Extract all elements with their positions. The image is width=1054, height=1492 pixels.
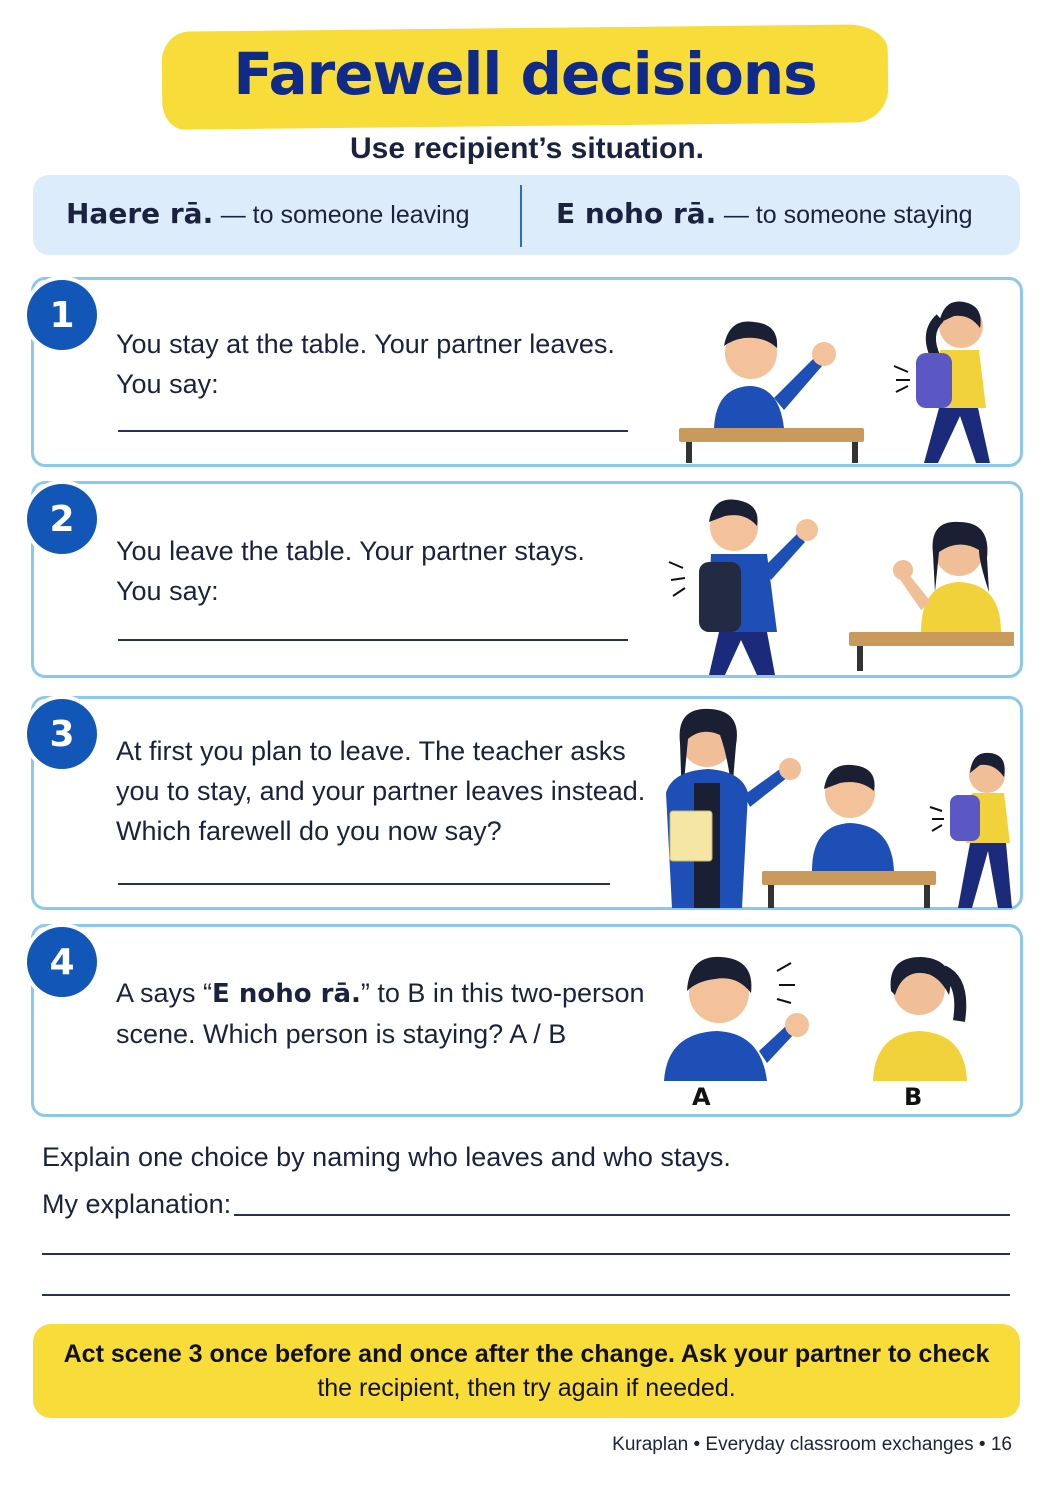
number-badge: 3 <box>27 699 97 769</box>
number-badge: 2 <box>27 484 97 554</box>
explanation-line-2[interactable] <box>42 1253 1010 1255</box>
phrase-key <box>33 175 1020 255</box>
key-phrase-staying: E noho rā. <box>556 197 717 230</box>
illustration-boy-leaving-girl-at-desk <box>649 492 1014 675</box>
question-card-2 <box>31 481 1023 678</box>
question-card-4 <box>31 924 1023 1117</box>
explanation-line-1[interactable] <box>234 1214 1010 1216</box>
key-gloss-leaving: — to someone leaving <box>220 201 470 229</box>
page-title: Farewell decisions <box>233 40 817 108</box>
question-text: At first you plan to leave. The teacher asks you to stay, and your partner leaves instead. Which farewell do you now say? <box>116 736 646 846</box>
person-a-label: A <box>692 1083 711 1111</box>
key-divider <box>520 185 522 247</box>
key-phrase-leaving: Haere rā. <box>66 197 214 230</box>
question-text: A says “E noho rā.” to B in this two-person scene. Which person is staying? A / B <box>116 978 645 1049</box>
title-banner <box>162 28 888 126</box>
question-card-3 <box>31 696 1023 910</box>
illustration-boy-at-desk-girl-leaving <box>674 288 1014 463</box>
key-staying <box>556 197 973 230</box>
tip-bold-text: Act scene 3 once before and once after the change. Ask your partner to check <box>63 1340 990 1368</box>
answer-line[interactable] <box>118 639 628 641</box>
question-text: You leave the table. Your partner stays. You say: <box>116 536 585 606</box>
page-subtitle: Use recipient’s situation. <box>350 132 704 165</box>
number-badge: 1 <box>27 280 97 350</box>
answer-line[interactable] <box>118 883 610 885</box>
tip-text: the recipient, then try again if needed. <box>317 1374 736 1402</box>
key-gloss-staying: — to someone staying <box>723 201 973 229</box>
activity-tip <box>33 1324 1020 1418</box>
explanation-line-3[interactable] <box>42 1294 1010 1296</box>
person-b-label: B <box>904 1083 923 1111</box>
question-text: You stay at the table. Your partner leaves. You say: <box>116 329 615 399</box>
explain-label: My explanation: <box>42 1189 232 1219</box>
key-leaving <box>66 197 470 230</box>
answer-line[interactable] <box>118 430 628 432</box>
illustration-person-a-and-b <box>659 941 1009 1081</box>
number-badge: 4 <box>27 927 97 997</box>
explain-prompt: Explain one choice by naming who leaves and who stays. <box>42 1142 731 1172</box>
page-footer: Kuraplan • Everyday classroom exchanges • 16 <box>612 1434 1012 1455</box>
illustration-teacher-boy-girl <box>632 703 1017 908</box>
question-card-1 <box>31 277 1023 467</box>
